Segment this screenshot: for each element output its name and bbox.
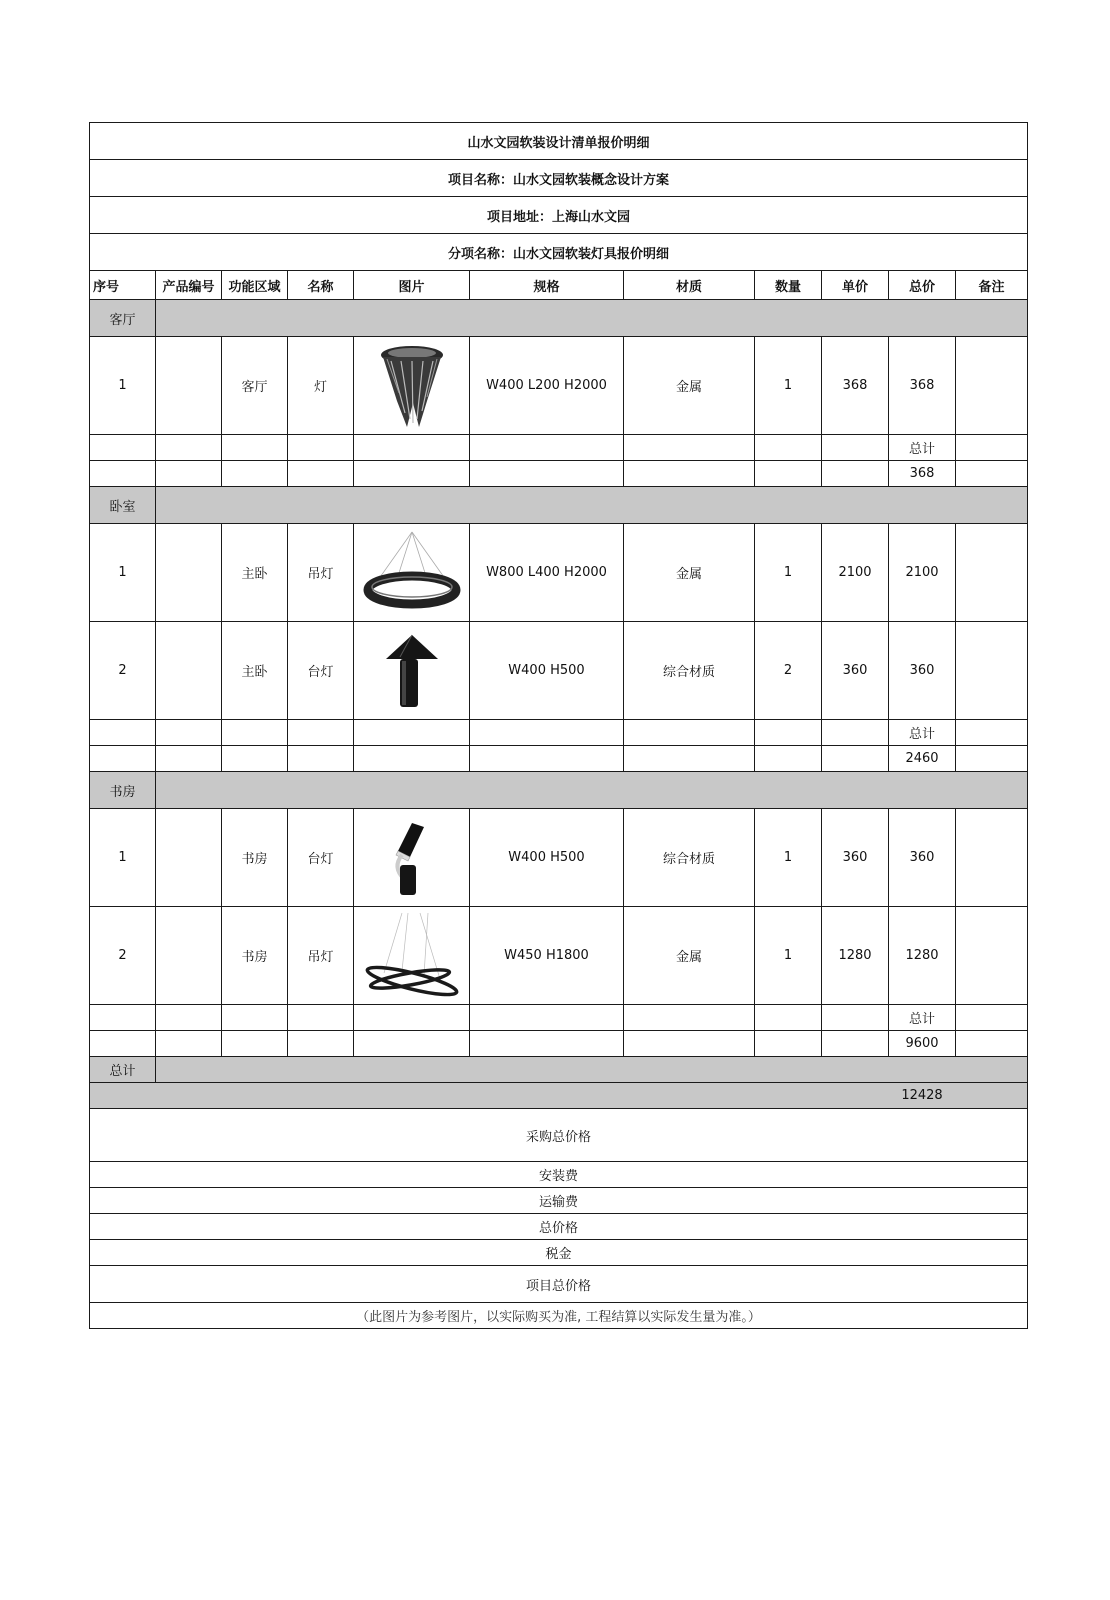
item-material: 金属 xyxy=(624,907,755,1005)
item-material: 金属 xyxy=(624,524,755,622)
subtotal-label-row xyxy=(90,1005,1028,1031)
mushroom-lamp-icon xyxy=(382,631,442,711)
item-note xyxy=(956,622,1028,720)
item-unit-price: 2100 xyxy=(822,524,889,622)
item-code xyxy=(156,524,222,622)
installation-row xyxy=(90,1162,1028,1188)
item-code xyxy=(156,907,222,1005)
project-total-row xyxy=(90,1266,1028,1303)
header-code: 产品编号 xyxy=(156,271,222,300)
project-total-label: 项目总价格 xyxy=(90,1266,1028,1303)
item-name: 台灯 xyxy=(288,622,354,720)
table-row xyxy=(90,622,1028,720)
item-spec: W400 L200 H2000 xyxy=(470,337,624,435)
item-unit-price: 360 xyxy=(822,809,889,907)
item-unit-price: 1280 xyxy=(822,907,889,1005)
project-address-row xyxy=(90,197,1028,234)
header-note: 备注 xyxy=(956,271,1028,300)
header-unit-price: 单价 xyxy=(822,271,889,300)
item-name: 灯 xyxy=(288,337,354,435)
sub-name-row xyxy=(90,234,1028,271)
item-spec: W450 H1800 xyxy=(470,907,624,1005)
item-name: 吊灯 xyxy=(288,907,354,1005)
purchase-total-row xyxy=(90,1109,1028,1162)
table-row xyxy=(90,524,1028,622)
item-spec: W400 H500 xyxy=(470,622,624,720)
total-price-label: 总价格 xyxy=(90,1214,1028,1240)
item-qty: 1 xyxy=(755,809,822,907)
section-row-living-room xyxy=(90,300,1028,337)
item-unit-price: 368 xyxy=(822,337,889,435)
project-address: 项目地址：上海山水文园 xyxy=(90,197,1028,234)
item-code xyxy=(156,622,222,720)
item-picture xyxy=(354,907,470,1005)
item-material: 金属 xyxy=(624,337,755,435)
item-total: 368 xyxy=(889,337,956,435)
item-qty: 2 xyxy=(755,622,822,720)
subtotal-label-row xyxy=(90,435,1028,461)
item-no: 1 xyxy=(90,809,156,907)
header-name: 名称 xyxy=(288,271,354,300)
item-spec: W800 L400 H2000 xyxy=(470,524,624,622)
item-area: 书房 xyxy=(222,907,288,1005)
section-label: 卧室 xyxy=(90,487,156,524)
item-note xyxy=(956,809,1028,907)
section-fill xyxy=(156,772,1028,809)
section-fill xyxy=(156,300,1028,337)
grand-total-value-row xyxy=(90,1083,1028,1109)
item-name: 吊灯 xyxy=(288,524,354,622)
transport-label: 运输费 xyxy=(90,1188,1028,1214)
item-picture xyxy=(354,337,470,435)
item-area: 客厅 xyxy=(222,337,288,435)
subtotal-value-row xyxy=(90,461,1028,487)
footer-note: （此图片为参考图片，以实际购买为准, 工程结算以实际发生量为准。） xyxy=(90,1303,1028,1329)
chandelier-icon xyxy=(377,343,447,429)
subtotal-value: 9600 xyxy=(889,1031,956,1057)
total-price-row xyxy=(90,1214,1028,1240)
item-note xyxy=(956,337,1028,435)
grand-total-label: 总计 xyxy=(90,1057,156,1083)
item-area: 主卧 xyxy=(222,622,288,720)
subtotal-value: 368 xyxy=(889,461,956,487)
item-note xyxy=(956,524,1028,622)
header-picture: 图片 xyxy=(354,271,470,300)
item-area: 书房 xyxy=(222,809,288,907)
item-no: 1 xyxy=(90,337,156,435)
item-picture xyxy=(354,622,470,720)
section-row-study xyxy=(90,772,1028,809)
subtotal-label: 总计 xyxy=(889,720,956,746)
subtotal-label: 总计 xyxy=(889,435,956,461)
item-note xyxy=(956,907,1028,1005)
item-code xyxy=(156,337,222,435)
subtotal-value: 2460 xyxy=(889,746,956,772)
item-spec: W400 H500 xyxy=(470,809,624,907)
item-area: 主卧 xyxy=(222,524,288,622)
item-picture xyxy=(354,809,470,907)
item-qty: 1 xyxy=(755,524,822,622)
tax-row xyxy=(90,1240,1028,1266)
grand-total-value: 12428 xyxy=(889,1083,956,1109)
header-spec: 规格 xyxy=(470,271,624,300)
item-no: 1 xyxy=(90,524,156,622)
section-label: 书房 xyxy=(90,772,156,809)
transport-row xyxy=(90,1188,1028,1214)
item-material: 综合材质 xyxy=(624,622,755,720)
item-total: 360 xyxy=(889,622,956,720)
table-row xyxy=(90,337,1028,435)
desk-lamp-icon xyxy=(382,817,442,899)
table-row xyxy=(90,907,1028,1005)
header-no: 序号 xyxy=(90,271,156,300)
subtotal-value-row xyxy=(90,746,1028,772)
ring-pendant-icon xyxy=(362,530,462,616)
purchase-total-label: 采购总价格 xyxy=(90,1109,1028,1162)
item-picture xyxy=(354,524,470,622)
item-material: 综合材质 xyxy=(624,809,755,907)
project-name: 项目名称：山水文园软装概念设计方案 xyxy=(90,160,1028,197)
item-qty: 1 xyxy=(755,337,822,435)
sub-item-name: 分项名称：山水文园软装灯具报价明细 xyxy=(90,234,1028,271)
quote-sheet xyxy=(89,122,1027,1329)
quote-table xyxy=(89,122,1028,1329)
item-qty: 1 xyxy=(755,907,822,1005)
item-code xyxy=(156,809,222,907)
item-unit-price: 360 xyxy=(822,622,889,720)
header-material: 材质 xyxy=(624,271,755,300)
header-row xyxy=(90,271,1028,300)
title-row xyxy=(90,123,1028,160)
footer-note-row xyxy=(90,1303,1028,1329)
item-no: 2 xyxy=(90,622,156,720)
section-fill xyxy=(156,1057,1028,1083)
header-area: 功能区域 xyxy=(222,271,288,300)
grand-total-label-row xyxy=(90,1057,1028,1083)
subtotal-label-row xyxy=(90,720,1028,746)
sheet-title: 山水文园软装设计清单报价明细 xyxy=(90,123,1028,160)
section-row-bedroom xyxy=(90,487,1028,524)
subtotal-label: 总计 xyxy=(889,1005,956,1031)
tax-label: 税金 xyxy=(90,1240,1028,1266)
item-total: 2100 xyxy=(889,524,956,622)
item-name: 台灯 xyxy=(288,809,354,907)
header-total: 总价 xyxy=(889,271,956,300)
installation-label: 安装费 xyxy=(90,1162,1028,1188)
double-ring-pendant-icon xyxy=(362,911,462,1001)
project-name-row xyxy=(90,160,1028,197)
section-fill xyxy=(156,487,1028,524)
item-total: 360 xyxy=(889,809,956,907)
subtotal-value-row xyxy=(90,1031,1028,1057)
header-qty: 数量 xyxy=(755,271,822,300)
section-label: 客厅 xyxy=(90,300,156,337)
item-no: 2 xyxy=(90,907,156,1005)
table-row xyxy=(90,809,1028,907)
item-total: 1280 xyxy=(889,907,956,1005)
